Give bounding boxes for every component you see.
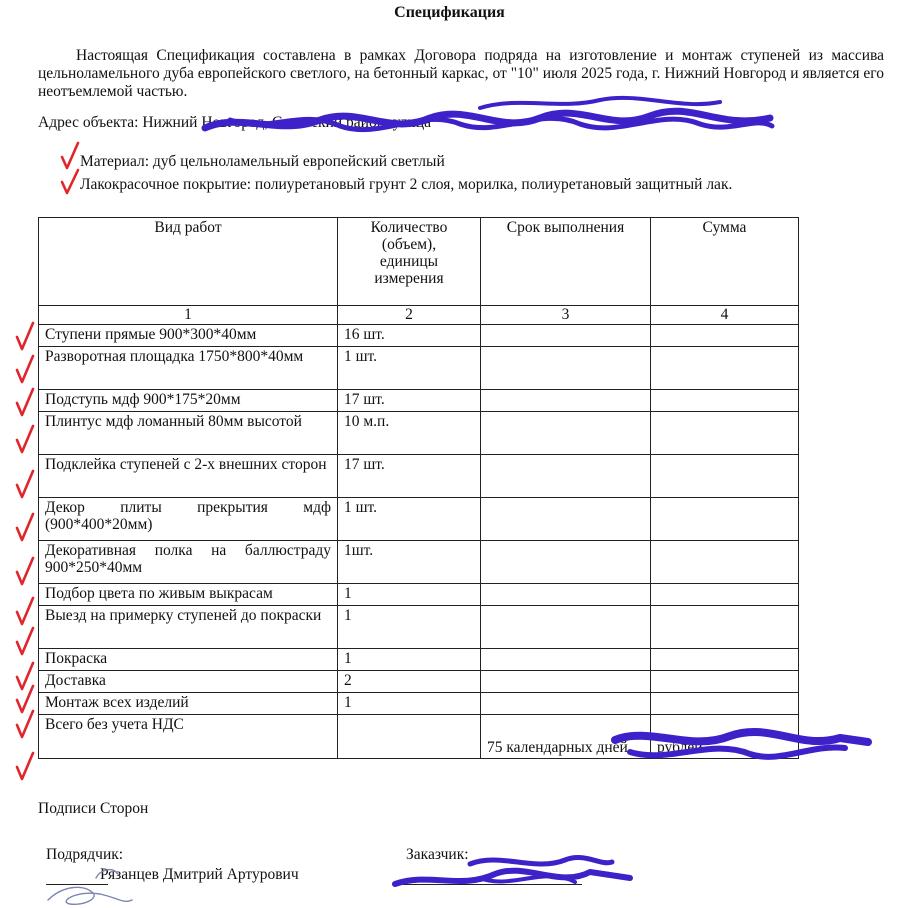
- checkmark-icon: [17, 711, 33, 737]
- qty-cell: 1: [338, 649, 481, 671]
- qty-cell: 1шт.: [338, 541, 481, 584]
- material-line: Материал: дуб цельноламельный европейский светлый: [80, 153, 445, 170]
- total-sum-text: рублей: [657, 739, 703, 756]
- table-header-row: [39, 218, 799, 306]
- term-cell: [481, 584, 651, 606]
- work-cell: Подбор цвета по живым выкрасам: [39, 584, 338, 606]
- sum-cell: [651, 671, 799, 693]
- term-cell: [481, 412, 651, 455]
- customer-signature-line: [402, 884, 582, 885]
- work-cell: Покраска: [39, 649, 338, 671]
- table-row: [39, 649, 799, 671]
- table-row: [39, 325, 799, 347]
- checkmark-icon: [17, 628, 33, 654]
- sum-cell: [651, 649, 799, 671]
- term-cell: [481, 606, 651, 649]
- term-cell: [481, 455, 651, 498]
- contractor-signature-line: [46, 884, 108, 885]
- checkmark-icon: [17, 558, 33, 584]
- total-row: [39, 715, 799, 759]
- work-cell: Выезд на примерку ступеней до покраски: [39, 606, 338, 649]
- term-cell: [481, 325, 651, 347]
- col-number-3: 3: [481, 306, 651, 325]
- col-number-2: 2: [338, 306, 481, 325]
- table-row: [39, 606, 799, 649]
- address-line: [38, 114, 431, 132]
- qty-cell: 16 шт.: [338, 325, 481, 347]
- checkmark-icon: [17, 598, 33, 624]
- checkmark-icon: [17, 356, 33, 382]
- header-work-type: Вид работ: [39, 218, 338, 306]
- coating-line: Лакокрасочное покрытие: полиуретановый грунт 2 слоя, морилка, полиуретановый защитный лак.: [80, 176, 733, 193]
- contractor-label: Подрядчик:: [46, 846, 124, 863]
- qty-cell: 10 м.п.: [338, 412, 481, 455]
- checkmark-icon: [62, 143, 78, 168]
- qty-cell: 1 шт.: [338, 347, 481, 390]
- specification-table: [38, 217, 799, 759]
- sum-cell: [651, 390, 799, 412]
- checkmark-icon: [17, 686, 33, 712]
- work-cell: Разворотная площадка 1750*800*40мм: [39, 347, 338, 390]
- table-row: [39, 390, 799, 412]
- qty-cell: 17 шт.: [338, 390, 481, 412]
- work-cell: Плинтус мдф ломанный 80мм высотой: [39, 412, 338, 455]
- checkmark-icon: [17, 514, 33, 540]
- total-term-text: 75 календарных дней: [487, 739, 628, 756]
- checkmark-icon: [17, 426, 33, 452]
- header-term: Срок выполнения: [481, 218, 651, 306]
- redaction-scribble-customer: [470, 857, 612, 864]
- table-row: [39, 584, 799, 606]
- checkmark-icon: [17, 663, 33, 689]
- sum-cell: [651, 606, 799, 649]
- table-row: [39, 455, 799, 498]
- table-row: [39, 412, 799, 455]
- work-cell: Ступени прямые 900*300*40мм: [39, 325, 338, 347]
- checkmark-icon: [17, 323, 33, 349]
- address-label: Адрес объекта:: [38, 114, 139, 131]
- table-row: [39, 347, 799, 390]
- work-cell: Декор плиты прекрытия мдф (900*400*20мм): [39, 498, 338, 541]
- qty-cell: 1 шт.: [338, 498, 481, 541]
- work-cell: Монтаж всех изделий: [39, 693, 338, 715]
- table-row: [39, 541, 799, 584]
- sum-cell: [651, 455, 799, 498]
- header-sum: Сумма: [651, 218, 799, 306]
- work-cell: Декоративная полка на баллюстраду 900*250*40мм: [39, 541, 338, 584]
- col-number-4: 4: [651, 306, 799, 325]
- col-number-1: 1: [39, 306, 338, 325]
- qty-cell: 2: [338, 671, 481, 693]
- sum-cell: [651, 498, 799, 541]
- table-row: [39, 498, 799, 541]
- document-title: Спецификация: [394, 4, 505, 21]
- term-cell: [481, 347, 651, 390]
- intro-paragraph: [38, 47, 884, 101]
- qty-cell: 17 шт.: [338, 455, 481, 498]
- intro-text: Настоящая Спецификация составлена в рамках Договора подряда на изготовление и монтаж ступеней из массива цельноламельного дуба европейского светлого, на бетонный каркас, от "10" июля 2025 года, г. Нижний Новгород и является его неотъемлемой частью.: [38, 47, 884, 100]
- total-sum: [651, 715, 799, 759]
- customer-label: Заказчик:: [406, 846, 469, 863]
- work-cell: Подступь мдф 900*175*20мм: [39, 390, 338, 412]
- term-cell: [481, 498, 651, 541]
- total-qty-cell: [338, 715, 481, 759]
- term-cell: [481, 390, 651, 412]
- sum-cell: [651, 412, 799, 455]
- address-value: Нижний Новгород, Советский район, улица: [142, 114, 432, 131]
- term-cell: [481, 541, 651, 584]
- redaction-scribble-customer: [480, 876, 575, 882]
- qty-cell: 1: [338, 606, 481, 649]
- sum-cell: [651, 584, 799, 606]
- term-cell: [481, 671, 651, 693]
- table-row: [39, 693, 799, 715]
- term-cell: [481, 693, 651, 715]
- column-number-row: [39, 306, 799, 325]
- sum-cell: [651, 541, 799, 584]
- signatures-heading: Подписи Сторон: [38, 800, 149, 817]
- checkmark-icon: [17, 753, 33, 779]
- work-cell: Подклейка ступеней с 2-х внешних сторон: [39, 455, 338, 498]
- total-label: Всего без учета НДС: [39, 715, 338, 759]
- sum-cell: [651, 693, 799, 715]
- sum-cell: [651, 347, 799, 390]
- checkmark-icon: [62, 170, 78, 193]
- qty-cell: 1: [338, 584, 481, 606]
- term-cell: [481, 649, 651, 671]
- checkmark-icon: [17, 389, 33, 415]
- total-term: [481, 715, 651, 759]
- qty-cell: 1: [338, 693, 481, 715]
- header-quantity: Количество (объем), единицы измерения: [338, 218, 481, 306]
- work-cell: Доставка: [39, 671, 338, 693]
- checkmark-icon: [17, 471, 33, 497]
- redaction-scribble-customer: [395, 871, 630, 884]
- table-row: [39, 671, 799, 693]
- contractor-name: Рязанцев Дмитрий Артурович: [100, 866, 299, 883]
- sum-cell: [651, 325, 799, 347]
